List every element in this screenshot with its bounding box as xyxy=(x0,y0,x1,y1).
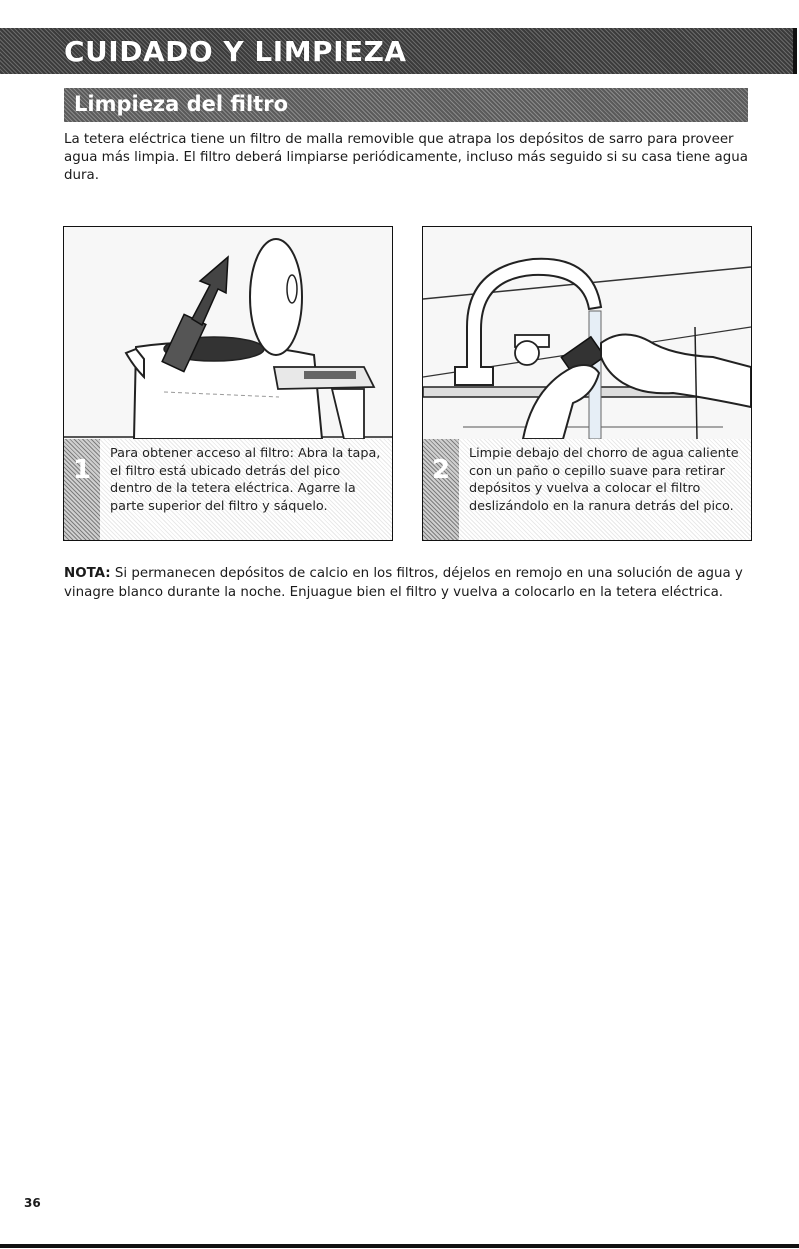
step-1-number-tab xyxy=(64,439,100,540)
section-title-bar xyxy=(64,88,748,122)
intro-paragraph: La tetera eléctrica tiene un filtro de malla removible que atrapa los depósitos de sarro para proveer agua más limpia. El filtro deberá limpiarse periódicamente, incluso más seguido si su casa tiene agua dura. xyxy=(64,132,748,183)
step-1-text: Para obtener acceso al filtro: Abra la tapa, el filtro está ubicado detrás del pico dentro de la tetera eléctrica. Agarre la parte superior del filtro y sáquelo. xyxy=(110,446,381,514)
note-text: Si permanecen depósitos de calcio en los filtros, déjelos en remojo en una solución de agua y vinagre blanco durante la noche. Enjuague bien el filtro y vuelva a colocarlo en la tetera eléctrica. xyxy=(64,566,743,600)
note-paragraph xyxy=(64,564,764,602)
faucet-rinse-illustration-icon xyxy=(423,227,751,439)
chapter-title: CUIDADO Y LIMPIEZA xyxy=(64,35,407,68)
step-2-panel xyxy=(422,226,752,541)
note-label: NOTA: xyxy=(64,566,111,581)
step-1-panel xyxy=(63,226,393,541)
step-1-number: 1 xyxy=(72,455,92,485)
step-2-number: 2 xyxy=(431,455,451,485)
step-1-caption xyxy=(64,439,392,540)
step-2-caption xyxy=(423,439,751,540)
section-title: Limpieza del filtro xyxy=(74,92,289,116)
step-2-number-tab xyxy=(423,439,459,540)
chapter-title-bar xyxy=(0,28,797,74)
kettle-filter-removal-illustration-icon xyxy=(64,227,392,439)
bottom-rule xyxy=(0,1244,799,1248)
page-number: 36 xyxy=(24,1196,41,1210)
step-2-text: Limpie debajo del chorro de agua caliente con un paño o cepillo suave para retirar depósitos y vuelva a colocar el filtro deslizándolo en la ranura detrás del pico. xyxy=(469,446,739,514)
